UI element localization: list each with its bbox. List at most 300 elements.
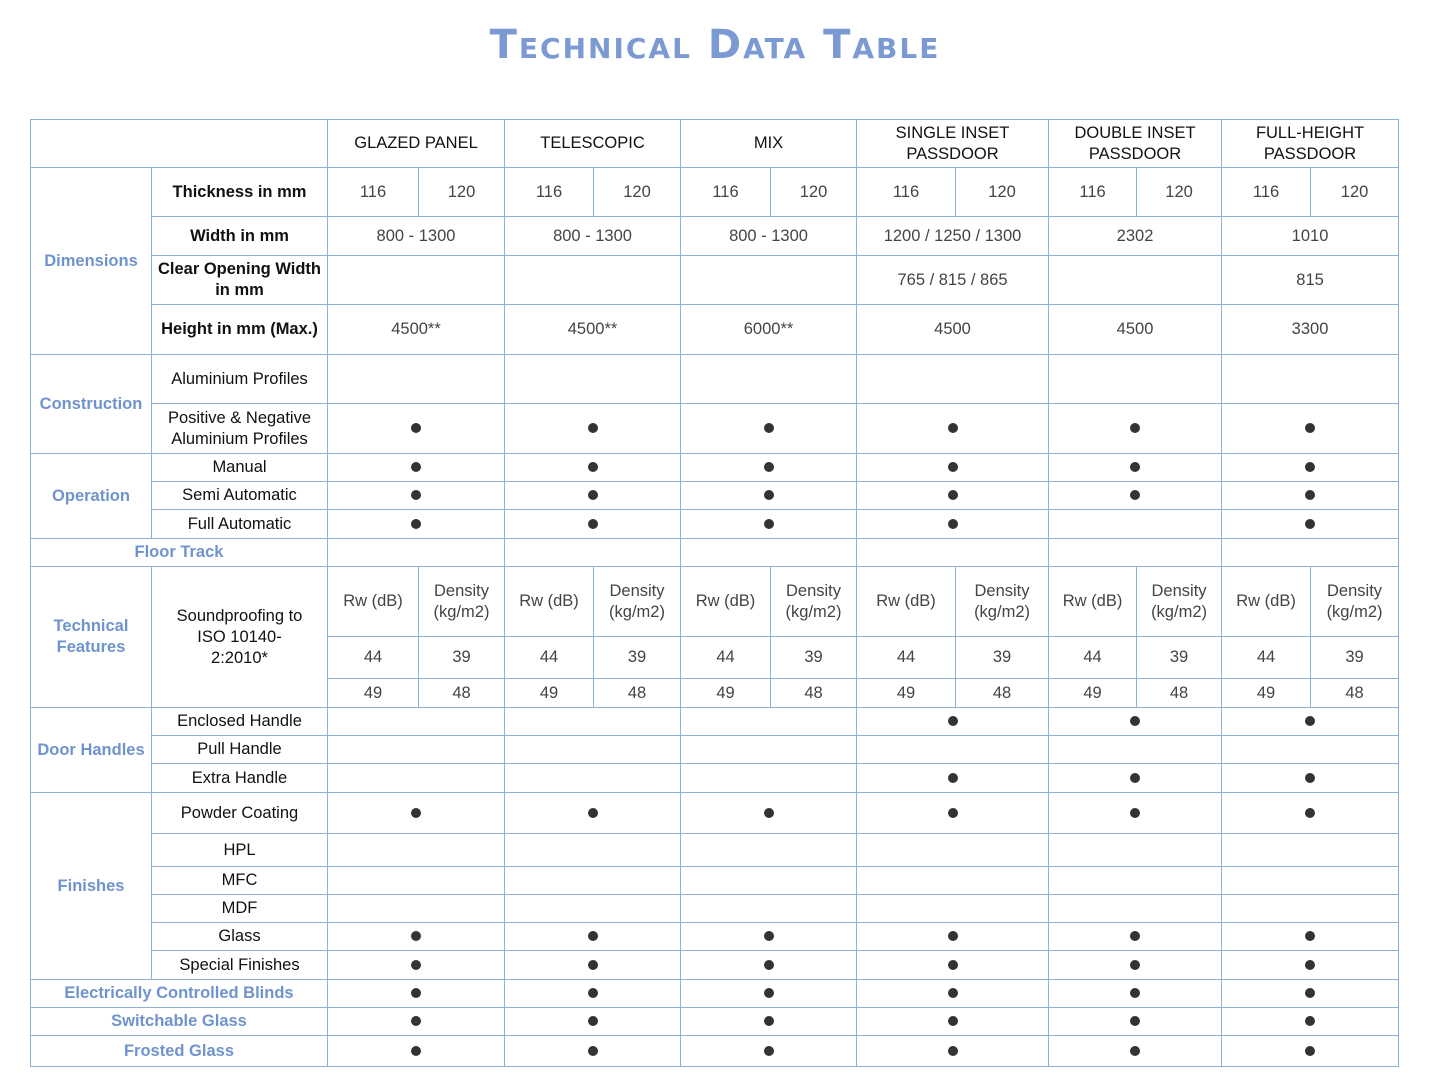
category-technical: Technical Features [31, 567, 152, 708]
feature-cell-mfc-1 [328, 867, 505, 895]
density-header: Density (kg/m2) [956, 567, 1049, 637]
column-header-line: FULL-HEIGHT [1255, 123, 1365, 142]
density-header: Density (kg/m2) [1137, 567, 1222, 637]
feature-cell-extra-2 [505, 764, 681, 793]
bullet-dot-icon [588, 462, 598, 472]
rw-value: 49 [681, 679, 771, 708]
feature-cell-hpl-6 [1222, 834, 1399, 867]
label-soundproofing: Soundproofing to ISO 10140-2:2010* [152, 567, 328, 708]
thickness-120: 120 [419, 168, 505, 217]
height-value: 4500** [505, 305, 681, 355]
bullet-dot-icon [948, 1016, 958, 1026]
rw-header: Rw (dB) [505, 567, 594, 637]
label-enclosed: Enclosed Handle [152, 708, 328, 736]
label-semi: Semi Automatic [152, 482, 328, 510]
label-thickness: Thickness in mm [152, 168, 328, 217]
bullet-dot-icon [1305, 988, 1315, 998]
feature-cell-floor_track-2 [505, 539, 681, 567]
label-extra: Extra Handle [152, 764, 328, 793]
feature-cell-special-3 [681, 951, 857, 980]
bullet-dot-icon [764, 808, 774, 818]
bullet-dot-icon [948, 931, 958, 941]
feature-cell-switchable-6 [1222, 1008, 1399, 1036]
feature-cell-mdf-4 [857, 895, 1049, 923]
feature-cell-powder-4 [857, 793, 1049, 834]
feature-cell-floor_track-1 [328, 539, 505, 567]
bullet-dot-icon [764, 519, 774, 529]
bullet-dot-icon [411, 1016, 421, 1026]
label-aluminium: Aluminium Profiles [152, 355, 328, 404]
bullet-dot-icon [764, 960, 774, 970]
bullet-dot-icon [764, 423, 774, 433]
feature-cell-mdf-3 [681, 895, 857, 923]
bullet-dot-icon [1305, 808, 1315, 818]
feature-cell-glass-2 [505, 923, 681, 951]
bullet-dot-icon [1305, 490, 1315, 500]
height-value: 4500 [1049, 305, 1222, 355]
row-floor-track [31, 539, 1399, 567]
bullet-dot-icon [1305, 1016, 1315, 1026]
feature-cell-switchable-4 [857, 1008, 1049, 1036]
row-height [31, 305, 1399, 355]
row-mfc [31, 867, 1399, 895]
thickness-120: 120 [771, 168, 857, 217]
width-value: 1200 / 1250 / 1300 [857, 217, 1049, 256]
feature-cell-pull-4 [857, 736, 1049, 764]
bullet-dot-icon [1130, 988, 1140, 998]
bullet-dot-icon [411, 462, 421, 472]
bullet-dot-icon [1130, 808, 1140, 818]
row-glass [31, 923, 1399, 951]
feature-cell-frosted-5 [1049, 1036, 1222, 1067]
label-mdf: MDF [152, 895, 328, 923]
thickness-116: 116 [857, 168, 956, 217]
density-value: 48 [1137, 679, 1222, 708]
density-value: 48 [419, 679, 505, 708]
rw-header: Rw (dB) [1222, 567, 1311, 637]
feature-cell-blinds-2 [505, 980, 681, 1008]
feature-cell-manual-6 [1222, 454, 1399, 482]
feature-cell-powder-3 [681, 793, 857, 834]
feature-cell-mdf-5 [1049, 895, 1222, 923]
column-header-6 [1222, 120, 1399, 168]
feature-cell-switchable-5 [1049, 1008, 1222, 1036]
bullet-dot-icon [1305, 423, 1315, 433]
thickness-116: 116 [505, 168, 594, 217]
row-semi [31, 482, 1399, 510]
bullet-dot-icon [764, 462, 774, 472]
feature-cell-semi-2 [505, 482, 681, 510]
label-powder: Powder Coating [152, 793, 328, 834]
row-full [31, 510, 1399, 539]
rw-value: 44 [505, 637, 594, 679]
bullet-dot-icon [1305, 519, 1315, 529]
column-header-line: PASSDOOR [906, 144, 999, 163]
label-glass: Glass [152, 923, 328, 951]
row-extra [31, 764, 1399, 793]
feature-cell-floor_track-4 [857, 539, 1049, 567]
feature-cell-frosted-2 [505, 1036, 681, 1067]
page-title: Technical Data Table [489, 22, 941, 68]
category-blinds: Electrically Controlled Blinds [31, 980, 328, 1008]
feature-cell-semi-6 [1222, 482, 1399, 510]
density-value: 48 [1311, 679, 1399, 708]
density-value: 48 [956, 679, 1049, 708]
feature-cell-floor_track-3 [681, 539, 857, 567]
row-switchable [31, 1008, 1399, 1036]
thickness-120: 120 [956, 168, 1049, 217]
rw-value: 49 [1049, 679, 1137, 708]
feature-cell-pos_neg-3 [681, 404, 857, 454]
category-construction: Construction [31, 355, 152, 454]
bullet-dot-icon [411, 423, 421, 433]
bullet-dot-icon [1305, 1046, 1315, 1056]
feature-cell-glass-5 [1049, 923, 1222, 951]
density-value: 48 [594, 679, 681, 708]
feature-cell-special-4 [857, 951, 1049, 980]
bullet-dot-icon [1130, 931, 1140, 941]
row-pull [31, 736, 1399, 764]
feature-cell-powder-5 [1049, 793, 1222, 834]
feature-cell-extra-3 [681, 764, 857, 793]
feature-cell-manual-3 [681, 454, 857, 482]
label-full: Full Automatic [152, 510, 328, 539]
clear-opening-value: 765 / 815 / 865 [857, 256, 1049, 305]
feature-cell-blinds-4 [857, 980, 1049, 1008]
height-value: 3300 [1222, 305, 1399, 355]
thickness-120: 120 [1137, 168, 1222, 217]
bullet-dot-icon [948, 423, 958, 433]
row-aluminium [31, 355, 1399, 404]
bullet-dot-icon [764, 490, 774, 500]
density-value: 39 [956, 637, 1049, 679]
feature-cell-hpl-2 [505, 834, 681, 867]
feature-cell-full-6 [1222, 510, 1399, 539]
feature-cell-enclosed-4 [857, 708, 1049, 736]
thickness-116: 116 [1222, 168, 1311, 217]
row-thickness [31, 168, 1399, 217]
bullet-dot-icon [948, 988, 958, 998]
feature-cell-special-1 [328, 951, 505, 980]
feature-cell-semi-3 [681, 482, 857, 510]
feature-cell-aluminium-2 [505, 355, 681, 404]
column-header-3 [681, 120, 857, 168]
feature-cell-hpl-3 [681, 834, 857, 867]
bullet-dot-icon [411, 490, 421, 500]
feature-cell-frosted-1 [328, 1036, 505, 1067]
label-hpl: HPL [152, 834, 328, 867]
row-sound-header [31, 567, 1399, 637]
feature-cell-mfc-6 [1222, 867, 1399, 895]
feature-cell-hpl-1 [328, 834, 505, 867]
category-floor-track: Floor Track [31, 539, 328, 567]
bullet-dot-icon [1130, 1016, 1140, 1026]
feature-cell-powder-1 [328, 793, 505, 834]
height-value: 4500** [328, 305, 505, 355]
category-switchable: Switchable Glass [31, 1008, 328, 1036]
bullet-dot-icon [1305, 960, 1315, 970]
density-value: 48 [771, 679, 857, 708]
feature-cell-glass-1 [328, 923, 505, 951]
row-pos-neg [31, 404, 1399, 454]
feature-cell-aluminium-5 [1049, 355, 1222, 404]
column-header-line: MIX [753, 134, 784, 152]
bullet-dot-icon [764, 1016, 774, 1026]
row-clear-opening [31, 256, 1399, 305]
row-hpl [31, 834, 1399, 867]
bullet-dot-icon [1130, 773, 1140, 783]
rw-header: Rw (dB) [328, 567, 419, 637]
rw-value: 44 [1222, 637, 1311, 679]
density-header: Density (kg/m2) [419, 567, 505, 637]
feature-cell-enclosed-2 [505, 708, 681, 736]
feature-cell-pos_neg-4 [857, 404, 1049, 454]
feature-cell-special-5 [1049, 951, 1222, 980]
category-finishes: Finishes [31, 793, 152, 980]
feature-cell-mdf-2 [505, 895, 681, 923]
label-height: Height in mm (Max.) [152, 305, 328, 355]
category-dimensions: Dimensions [31, 168, 152, 355]
column-header-line: DOUBLE INSET [1074, 123, 1196, 142]
bullet-dot-icon [1130, 462, 1140, 472]
feature-cell-hpl-4 [857, 834, 1049, 867]
row-special [31, 951, 1399, 980]
thickness-120: 120 [1311, 168, 1399, 217]
feature-cell-extra-5 [1049, 764, 1222, 793]
feature-cell-mdf-6 [1222, 895, 1399, 923]
feature-cell-floor_track-5 [1049, 539, 1222, 567]
bullet-dot-icon [1305, 462, 1315, 472]
feature-cell-mfc-4 [857, 867, 1049, 895]
feature-cell-full-4 [857, 510, 1049, 539]
header-row [31, 120, 1399, 168]
rw-value: 49 [857, 679, 956, 708]
feature-cell-pos_neg-6 [1222, 404, 1399, 454]
bullet-dot-icon [764, 931, 774, 941]
row-powder [31, 793, 1399, 834]
technical-data-table [30, 119, 1399, 1067]
bullet-dot-icon [588, 960, 598, 970]
feature-cell-switchable-2 [505, 1008, 681, 1036]
bullet-dot-icon [588, 519, 598, 529]
width-value: 800 - 1300 [328, 217, 505, 256]
bullet-dot-icon [948, 462, 958, 472]
bullet-dot-icon [948, 773, 958, 783]
feature-cell-pos_neg-2 [505, 404, 681, 454]
width-value: 1010 [1222, 217, 1399, 256]
label-clear-opening: Clear Opening Width in mm [152, 256, 328, 305]
rw-value: 49 [1222, 679, 1311, 708]
feature-cell-frosted-4 [857, 1036, 1049, 1067]
clear-opening-value [328, 256, 505, 305]
column-header-1 [328, 120, 505, 168]
bullet-dot-icon [1130, 716, 1140, 726]
height-value: 6000** [681, 305, 857, 355]
clear-opening-value [1049, 256, 1222, 305]
feature-cell-blinds-1 [328, 980, 505, 1008]
feature-cell-manual-5 [1049, 454, 1222, 482]
bullet-dot-icon [764, 988, 774, 998]
density-header: Density (kg/m2) [771, 567, 857, 637]
column-header-line: PASSDOOR [1088, 144, 1182, 163]
feature-cell-pos_neg-1 [328, 404, 505, 454]
bullet-dot-icon [1130, 490, 1140, 500]
density-value: 39 [419, 637, 505, 679]
feature-cell-manual-2 [505, 454, 681, 482]
rw-value: 49 [505, 679, 594, 708]
feature-cell-manual-4 [857, 454, 1049, 482]
feature-cell-floor_track-6 [1222, 539, 1399, 567]
bullet-dot-icon [948, 490, 958, 500]
feature-cell-extra-6 [1222, 764, 1399, 793]
feature-cell-pull-5 [1049, 736, 1222, 764]
clear-opening-value: 815 [1222, 256, 1399, 305]
bullet-dot-icon [411, 808, 421, 818]
column-header-4 [857, 120, 1049, 168]
feature-cell-frosted-3 [681, 1036, 857, 1067]
column-header-2 [505, 120, 681, 168]
density-value: 39 [771, 637, 857, 679]
thickness-116: 116 [1049, 168, 1137, 217]
bullet-dot-icon [411, 960, 421, 970]
bullet-dot-icon [411, 1046, 421, 1056]
width-value: 2302 [1049, 217, 1222, 256]
bullet-dot-icon [588, 423, 598, 433]
feature-cell-aluminium-6 [1222, 355, 1399, 404]
column-header-5 [1049, 120, 1222, 168]
corner-cell [31, 120, 328, 168]
feature-cell-full-5 [1049, 510, 1222, 539]
category-frosted: Frosted Glass [31, 1036, 328, 1067]
feature-cell-semi-5 [1049, 482, 1222, 510]
clear-opening-value [681, 256, 857, 305]
category-operation: Operation [31, 454, 152, 539]
feature-cell-aluminium-3 [681, 355, 857, 404]
bullet-dot-icon [411, 519, 421, 529]
feature-cell-mdf-1 [328, 895, 505, 923]
label-manual: Manual [152, 454, 328, 482]
feature-cell-blinds-5 [1049, 980, 1222, 1008]
thickness-116: 116 [681, 168, 771, 217]
feature-cell-semi-4 [857, 482, 1049, 510]
feature-cell-blinds-3 [681, 980, 857, 1008]
bullet-dot-icon [948, 1046, 958, 1056]
feature-cell-aluminium-4 [857, 355, 1049, 404]
density-header: Density (kg/m2) [594, 567, 681, 637]
column-header-line: PASSDOOR [1263, 144, 1357, 163]
feature-cell-hpl-5 [1049, 834, 1222, 867]
feature-cell-switchable-3 [681, 1008, 857, 1036]
feature-cell-frosted-6 [1222, 1036, 1399, 1067]
thickness-120: 120 [594, 168, 681, 217]
clear-opening-value [505, 256, 681, 305]
feature-cell-manual-1 [328, 454, 505, 482]
feature-cell-glass-3 [681, 923, 857, 951]
category-door-handles: Door Handles [31, 708, 152, 793]
feature-cell-glass-4 [857, 923, 1049, 951]
feature-cell-pos_neg-5 [1049, 404, 1222, 454]
bullet-dot-icon [1130, 960, 1140, 970]
feature-cell-enclosed-1 [328, 708, 505, 736]
feature-cell-mfc-2 [505, 867, 681, 895]
rw-header: Rw (dB) [681, 567, 771, 637]
row-mdf [31, 895, 1399, 923]
feature-cell-glass-6 [1222, 923, 1399, 951]
thickness-116: 116 [328, 168, 419, 217]
feature-cell-pull-1 [328, 736, 505, 764]
feature-cell-special-2 [505, 951, 681, 980]
bullet-dot-icon [588, 490, 598, 500]
row-blinds [31, 980, 1399, 1008]
bullet-dot-icon [1305, 931, 1315, 941]
rw-value: 44 [1049, 637, 1137, 679]
bullet-dot-icon [588, 988, 598, 998]
rw-value: 44 [857, 637, 956, 679]
column-header-line: GLAZED PANEL [354, 134, 478, 152]
feature-cell-full-2 [505, 510, 681, 539]
row-manual [31, 454, 1399, 482]
row-frosted [31, 1036, 1399, 1067]
feature-cell-blinds-6 [1222, 980, 1399, 1008]
bullet-dot-icon [588, 931, 598, 941]
feature-cell-extra-4 [857, 764, 1049, 793]
bullet-dot-icon [948, 808, 958, 818]
rw-value: 44 [328, 637, 419, 679]
feature-cell-enclosed-6 [1222, 708, 1399, 736]
feature-cell-semi-1 [328, 482, 505, 510]
feature-cell-powder-2 [505, 793, 681, 834]
feature-cell-mfc-5 [1049, 867, 1222, 895]
feature-cell-switchable-1 [328, 1008, 505, 1036]
bullet-dot-icon [1305, 773, 1315, 783]
bullet-dot-icon [588, 1016, 598, 1026]
bullet-dot-icon [948, 960, 958, 970]
density-header: Density (kg/m2) [1311, 567, 1399, 637]
density-value: 39 [1311, 637, 1399, 679]
bullet-dot-icon [411, 988, 421, 998]
feature-cell-enclosed-5 [1049, 708, 1222, 736]
bullet-dot-icon [1130, 1046, 1140, 1056]
feature-cell-mfc-3 [681, 867, 857, 895]
label-width: Width in mm [152, 217, 328, 256]
rw-value: 44 [681, 637, 771, 679]
column-header-line: TELESCOPIC [540, 134, 645, 152]
feature-cell-pull-6 [1222, 736, 1399, 764]
density-value: 39 [1137, 637, 1222, 679]
density-value: 39 [594, 637, 681, 679]
bullet-dot-icon [764, 1046, 774, 1056]
feature-cell-enclosed-3 [681, 708, 857, 736]
label-mfc: MFC [152, 867, 328, 895]
feature-cell-powder-6 [1222, 793, 1399, 834]
rw-value: 49 [328, 679, 419, 708]
label-special: Special Finishes [152, 951, 328, 980]
bullet-dot-icon [948, 716, 958, 726]
row-width [31, 217, 1399, 256]
feature-cell-full-3 [681, 510, 857, 539]
bullet-dot-icon [411, 931, 421, 941]
width-value: 800 - 1300 [681, 217, 857, 256]
bullet-dot-icon [588, 1046, 598, 1056]
row-enclosed [31, 708, 1399, 736]
feature-cell-special-6 [1222, 951, 1399, 980]
bullet-dot-icon [588, 808, 598, 818]
label-pos-neg: Positive & Negative Aluminium Profiles [152, 404, 328, 454]
bullet-dot-icon [948, 519, 958, 529]
feature-cell-extra-1 [328, 764, 505, 793]
height-value: 4500 [857, 305, 1049, 355]
column-header-line: SINGLE INSET [895, 123, 1010, 142]
